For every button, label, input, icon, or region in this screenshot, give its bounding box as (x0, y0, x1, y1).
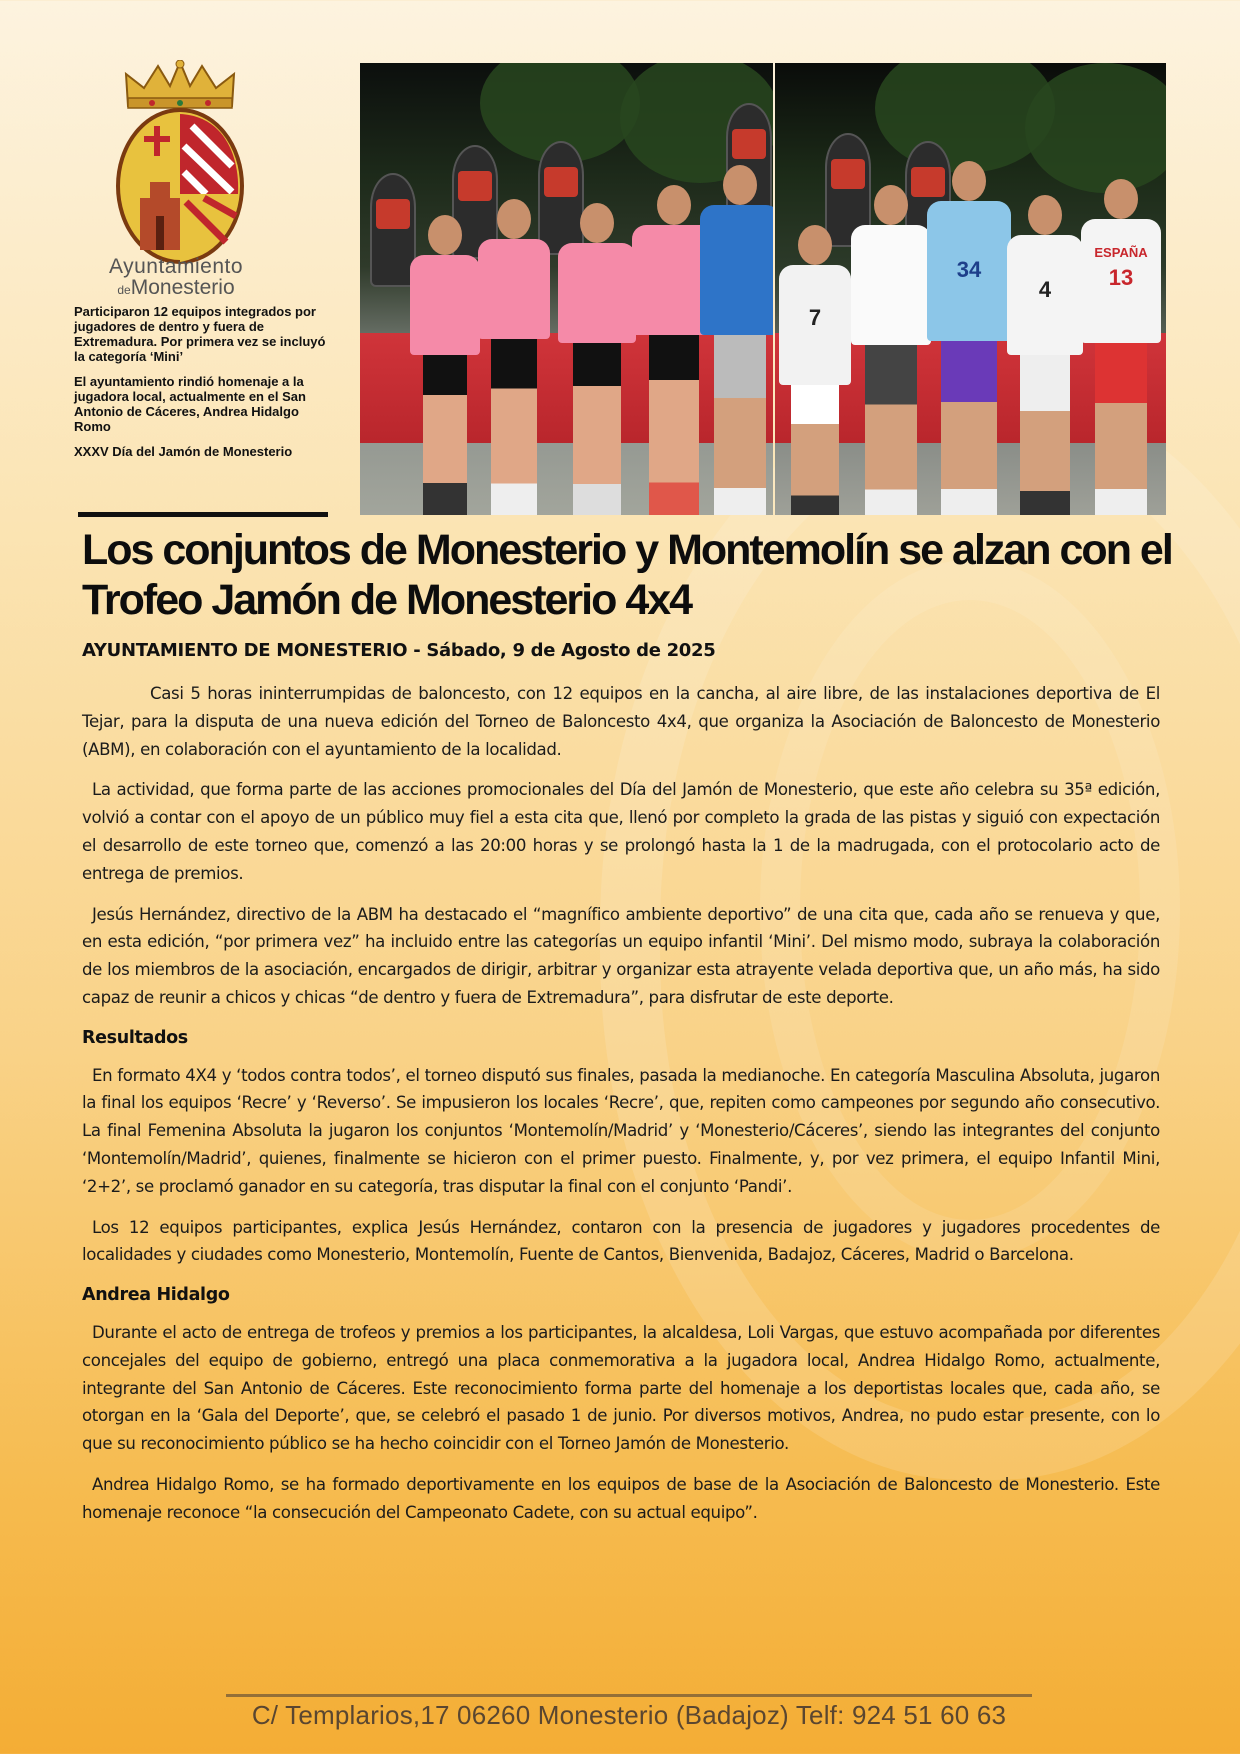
paragraph-4: En formato 4X4 y ‘todos contra todos’, el torneo disputó sus finales, pasada la medianoche. En categoría Masculina Absoluta, jugaron la final los equipos ‘Recre’ y ‘Reverso’. Se impusieron los locales ‘Recre’, que, repiten como campeones por segundo año consecutivo. La final Femenina Absoluta la jugaron los conjuntos ‘Montemolín/Madrid’ y ‘Monesterio/Cáceres’, siendo las integrantes del conjunto ‘Montemolín/Madrid’, quienes, finalmente se hicieron con el primer puesto. Finalmente, y, por vez primera, el equipo Infantil Mini, ‘2+2’, se proclamó ganador en su categoría, tras disputar la final con el conjunto ‘Pandi’. (82, 1065, 1160, 1196)
logo-line-2 (96, 277, 256, 298)
paragraph-3: Jesús Hernández, directivo de la ABM ha destacado el “magnífico ambiente deportivo” de una cita que, cada año se renueva y que, en esta edición, “por primera vez” ha incluido entre las categorías un equipo infantil ‘Mini’. Del mismo modo, subraya la colaboración de los miembros de la asociación, encargados de dirigir, arbitrar y organizar esta atrayente velada deportiva que, un año más, ha sido capaz de reunir a chicos y chicas “de dentro y fuera de Extremadura”, para disfrutar de este deporte. (82, 904, 1160, 1007)
photo-captions (74, 304, 332, 469)
municipal-logo-text (96, 256, 256, 298)
byline-separator: - (413, 640, 421, 661)
logo-line-1: Ayuntamiento (108, 255, 244, 278)
logo-town: Monesterio (130, 276, 235, 299)
paragraph-2: La actividad, que forma parte de las acciones promocionales del Día del Jamón de Monesterio, que este año celebra su 35ª edición, volvió a contar con el apoyo de un público muy fiel a esta cita que, llenó por completo la grada de las pistas y siguió con expectación el desarrollo de este torneo que, comenzó a las 20:00 horas y se prolongó hasta la 1 de la madrugada, con el protocolario acto de entrega de premios. (82, 780, 1160, 883)
section-heading-resultados: Resultados (82, 1027, 188, 1048)
article-photos (360, 63, 1166, 515)
shirt-espana: ESPAÑA (1094, 245, 1148, 260)
headline-rule (78, 512, 328, 517)
paragraph-1: Casi 5 horas ininterrumpidas de baloncesto, con 12 equipos en la cancha, al aire libre, de las instalaciones deportiva de El Tejar, para la disputa de una nueva edición del Torneo de Baloncesto 4x4, que organiza la Asociación de Baloncesto de Monesterio (ABM), en colaboración con el ayuntamiento de la localidad. (82, 684, 1160, 759)
logo-de: de (117, 283, 131, 297)
byline-date: Sábado, 9 de Agosto de 2025 (426, 640, 716, 661)
caption-2: El ayuntamiento rindió homenaje a la jugadora local, actualmente en el San Antonio de Cáceres, Andrea Hidalgo Romo (74, 374, 306, 434)
paragraph-7: Andrea Hidalgo Romo, se ha formado deportivamente en los equipos de base de la Asociación de Baloncesto de Monesterio. Este homenaje reconoce “la consecución del Campeonato Cadete, con su actual equipo”. (82, 1474, 1160, 1522)
paragraph-6: Durante el acto de entrega de trofeos y premios a los participantes, la alcaldesa, Loli Vargas, que estuvo acompañada por diferentes concejales del equipo de gobierno, entregó una placa conmemorativa a la jugadora local, Andrea Hidalgo Romo, actualmente, integrante del San Antonio de Cáceres. Este reconocimiento forma parte del homenaje a los deportistas locales que, cada año, se otorgan en la ‘Gala del Deporte’, que, se celebró el pasado 1 de junio. Por diversos motivos, Andrea, no pudo estar presente, con lo que su reconocimiento público se ha hecho coincidir con el Torneo Jamón de Monesterio. (82, 1322, 1160, 1454)
paragraph-5: Los 12 equipos participantes, explica Jesús Hernández, contaron con la presencia de jugadores y jugadores procedentes de localidades y ciudades como Monesterio, Montemolín, Fuente de Cantos, Bienvenida, Badajoz, Cáceres, Madrid o Barcelona. (82, 1217, 1160, 1265)
article-body (82, 680, 1160, 1540)
photo-women-team (360, 63, 773, 515)
footer-rule (226, 1694, 1032, 1697)
article-headline: Los conjuntos de Monesterio y Montemolín se alzan con el Trofeo Jamón de Monesterio 4x4 (82, 526, 1172, 624)
caption-3: XXXV Día del Jamón de Monesterio (74, 444, 293, 459)
shield-icon (114, 106, 246, 266)
footer-address: C/ Templarios,17 06260 Monesterio (Badajoz) Telf: 924 51 60 63 (251, 1700, 1007, 1730)
caption-1: Participaron 12 equipos integrados por jugadores de dentro y fuera de Extremadura. Por primera vez se incluyó la categoría ‘Mini’ (74, 304, 326, 364)
byline-source: AYUNTAMIENTO DE MONESTERIO (82, 640, 408, 661)
crown-icon (122, 60, 238, 110)
photo-men-team: 7 34 4 ESPAÑA 13 (775, 63, 1166, 515)
section-heading-andrea: Andrea Hidalgo (82, 1285, 230, 1306)
article-byline (82, 640, 715, 661)
